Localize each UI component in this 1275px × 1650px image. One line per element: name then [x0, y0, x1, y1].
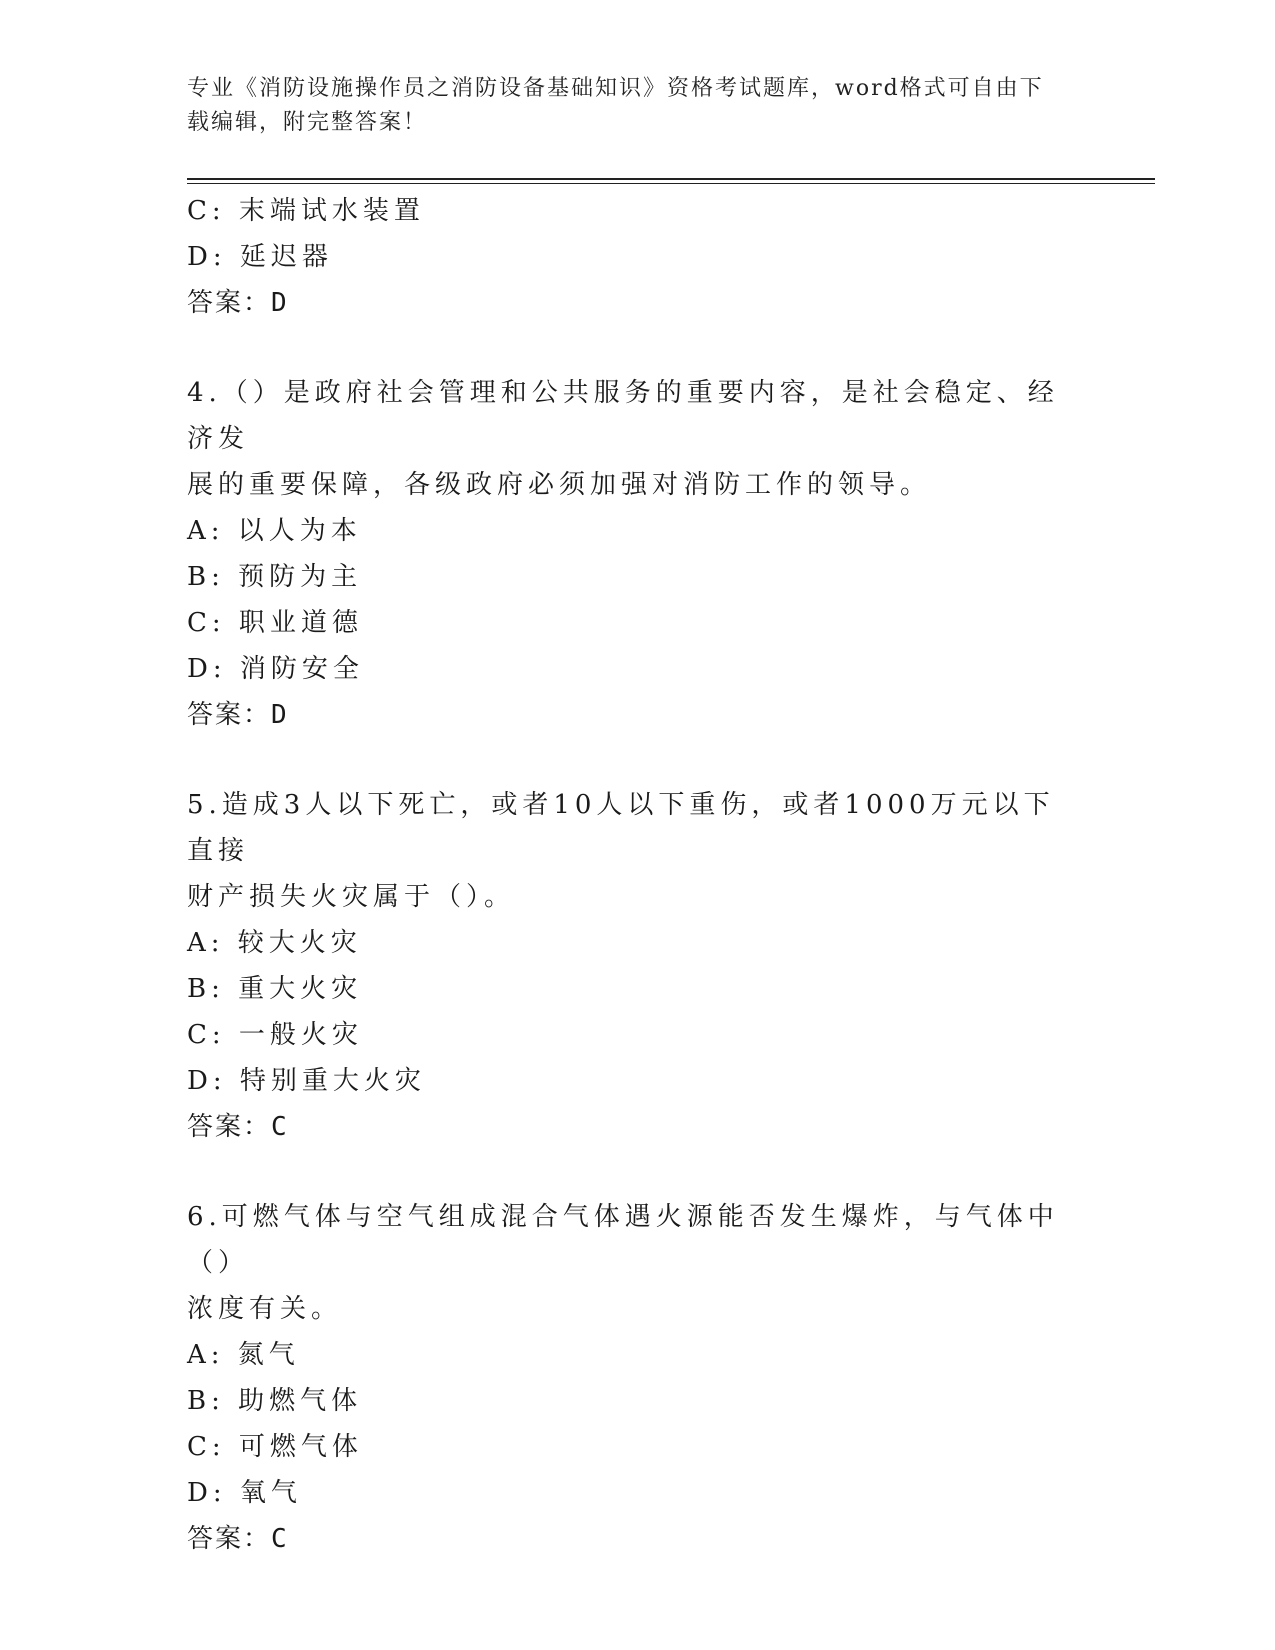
- option-b: B: 重大火灾: [187, 974, 363, 1004]
- carryover-question: [187, 188, 1067, 326]
- question-6: [187, 1194, 1067, 1562]
- answer: 答案：D: [187, 288, 289, 318]
- option-c: C: 职业道德: [187, 608, 363, 638]
- option-a: A: 以人为本: [187, 516, 362, 546]
- option-a: A: 氮气: [187, 1340, 300, 1370]
- option-c: C: 末端试水装置: [187, 196, 425, 226]
- question-list: [187, 188, 1067, 1562]
- option-d: D: 消防安全: [187, 654, 364, 684]
- question-stem-line-1: 4.（）是政府社会管理和公共服务的重要内容，是社会稳定、经济发: [187, 378, 1059, 454]
- header-divider-thin: [187, 183, 1155, 184]
- header-line-2: 载编辑，附完整答案！: [187, 110, 428, 135]
- question-stem-line-2: 展的重要保障，各级政府必须加强对消防工作的领导。: [187, 470, 932, 500]
- question-stem-line-2: 财产损失火灾属于（）。: [187, 882, 516, 912]
- question-5: [187, 782, 1067, 1150]
- option-d: D: 延迟器: [187, 242, 333, 272]
- question-stem-line-1: 5.造成3人以下死亡，或者10人以下重伤，或者1000万元以下直接: [187, 790, 1055, 866]
- question-stem-line-2: 浓度有关。: [187, 1294, 343, 1324]
- document-header: [187, 72, 1067, 140]
- option-d: D: 特别重大火灾: [187, 1066, 426, 1096]
- question-stem-line-1: 6.可燃气体与空气组成混合气体遇火源能否发生爆炸，与气体中（）: [187, 1202, 1059, 1278]
- answer: 答案：C: [187, 1524, 289, 1554]
- option-d: D: 氧气: [187, 1478, 302, 1508]
- option-a: A: 较大火灾: [187, 928, 362, 958]
- answer: 答案：D: [187, 700, 289, 730]
- header-divider-thick: [187, 178, 1155, 180]
- option-b: B: 助燃气体: [187, 1386, 363, 1416]
- option-c: C: 可燃气体: [187, 1432, 363, 1462]
- option-c: C: 一般火灾: [187, 1020, 363, 1050]
- header-line-1: 专业《消防设施操作员之消防设备基础知识》资格考试题库，word格式可自由下: [187, 76, 1044, 101]
- answer: 答案：C: [187, 1112, 289, 1142]
- option-b: B: 预防为主: [187, 562, 363, 592]
- question-4: [187, 370, 1067, 738]
